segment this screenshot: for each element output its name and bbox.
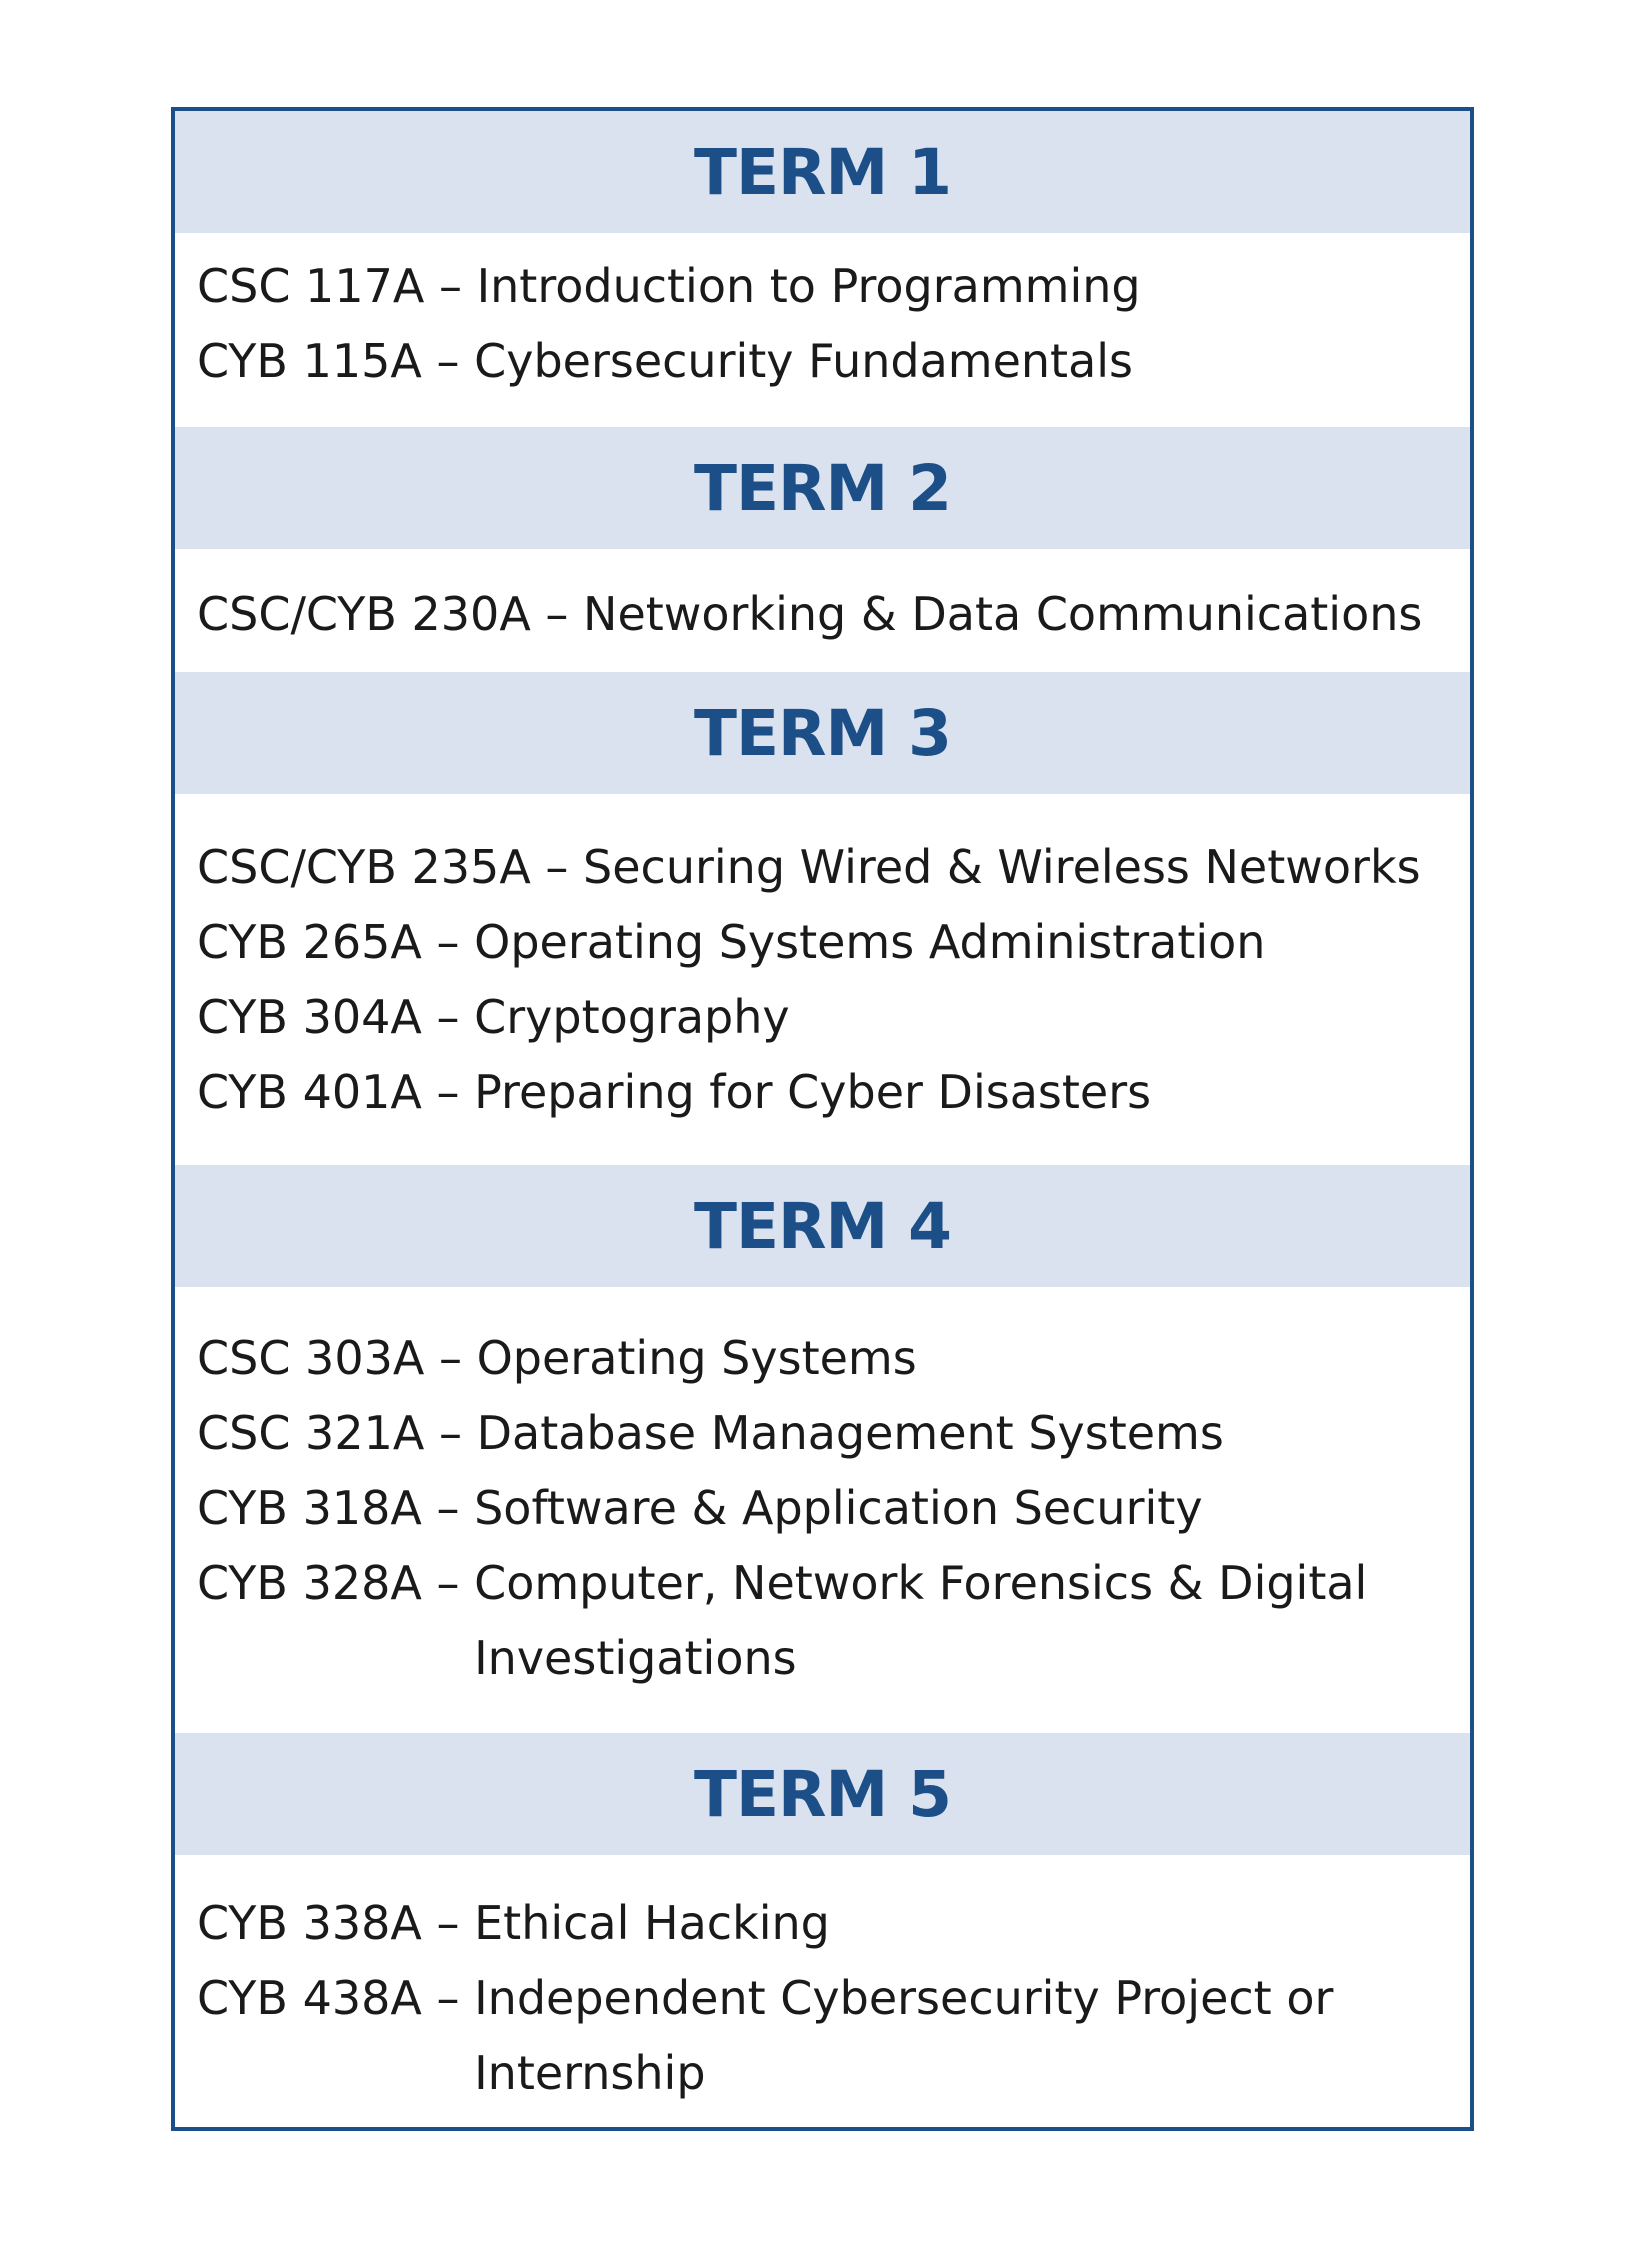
course-code: CYB 328A – xyxy=(197,1556,475,1610)
course-item xyxy=(197,249,1460,324)
term-3-header xyxy=(175,672,1470,794)
course-title: Preparing for Cyber Disasters xyxy=(474,1065,1152,1119)
course-title: Cybersecurity Fundamentals xyxy=(474,334,1134,388)
course-title: Software & Application Security xyxy=(474,1481,1203,1535)
course-item xyxy=(197,905,1460,980)
course-title: Computer, Network Forensics & Digital Investigations xyxy=(474,1556,1368,1685)
term-1-header xyxy=(175,111,1470,233)
curriculum-table xyxy=(171,107,1474,2131)
course-code: CSC 117A – xyxy=(197,259,477,313)
course-item xyxy=(197,1546,1460,1696)
course-code: CYB 438A – xyxy=(197,1971,475,2025)
term-2-title: TERM 2 xyxy=(694,451,951,525)
course-code: CYB 265A – xyxy=(197,915,475,969)
course-title: Introduction to Programming xyxy=(476,259,1141,313)
course-title: Operating Systems Administration xyxy=(474,915,1266,969)
course-item xyxy=(197,1321,1460,1396)
course-code: CYB 338A – xyxy=(197,1896,475,1950)
term-3-title: TERM 3 xyxy=(694,696,951,770)
course-item xyxy=(197,324,1460,399)
course-item xyxy=(197,1886,1460,1961)
term-1-title: TERM 1 xyxy=(694,135,951,209)
course-code: CYB 304A – xyxy=(197,990,475,1044)
term-4-title: TERM 4 xyxy=(694,1189,951,1263)
course-title: Ethical Hacking xyxy=(474,1896,830,1950)
course-code: CYB 115A – xyxy=(197,334,475,388)
course-title: Operating Systems xyxy=(476,1331,917,1385)
course-item xyxy=(197,1396,1460,1471)
course-item xyxy=(197,980,1460,1055)
course-code: CSC 321A – xyxy=(197,1406,477,1460)
course-code: CYB 318A – xyxy=(197,1481,475,1535)
term-2-header xyxy=(175,427,1470,549)
course-item xyxy=(197,1471,1460,1546)
course-title: Database Management Systems xyxy=(476,1406,1224,1460)
term-5-header xyxy=(175,1733,1470,1855)
course-item xyxy=(197,577,1460,652)
course-title: Networking & Data Communications xyxy=(583,587,1423,641)
course-item xyxy=(197,830,1460,905)
course-title: Independent Cybersecurity Project or Internship xyxy=(474,1971,1334,2100)
course-code: CYB 401A – xyxy=(197,1065,475,1119)
course-code: CSC 303A – xyxy=(197,1331,477,1385)
term-4-header xyxy=(175,1165,1470,1287)
course-item xyxy=(197,1055,1460,1130)
course-title: Securing Wired & Wireless Networks xyxy=(583,840,1421,894)
course-item xyxy=(197,1961,1460,2111)
course-code: CSC/CYB 230A – xyxy=(197,587,584,641)
course-title: Cryptography xyxy=(474,990,790,1044)
course-code: CSC/CYB 235A – xyxy=(197,840,584,894)
term-5-title: TERM 5 xyxy=(694,1757,951,1831)
